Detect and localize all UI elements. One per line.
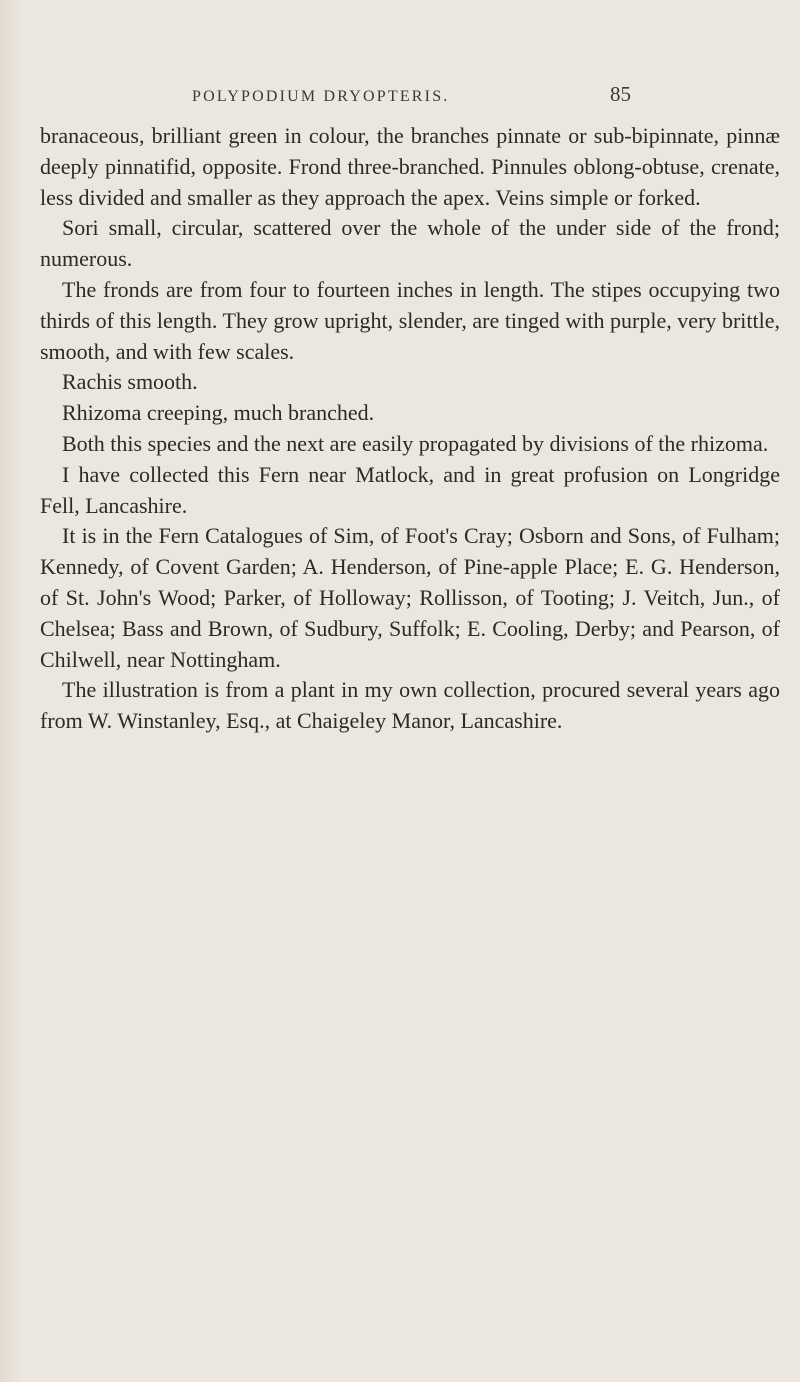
paragraph-frond-description: branaceous, brilliant green in colour, the branches pinnate or sub-bipinnate, pinnæ deeply pinnatifid, opposite. Frond three-branched. Pinnules oblong-obtuse, crenate, less divided and smaller as they approach the apex. Veins simple or forked. xyxy=(40,123,780,210)
paragraph-sori: Sori small, circular, scattered over the whole of the under side of the frond; numerous. xyxy=(40,215,780,272)
page-edge xyxy=(0,0,22,1382)
page-number: 85 xyxy=(610,82,631,106)
paragraph-rhizoma: Rhizoma creeping, much branched. xyxy=(62,400,375,426)
paragraph-propagation: Both this species and the next are easily propagated by divisions of the rhizoma. xyxy=(62,430,769,456)
paragraph-collected: I have collected this Fern near Matlock, and in great profusion on Longridge Fell, Lancashire. xyxy=(40,461,780,518)
running-title: POLYPODIUM DRYOPTERIS. xyxy=(192,88,450,105)
paragraph-illustration: The illustration is from a plant in my own collection, procured several years ago from W. Winstanley, Esq., at Chaigeley Manor, Lancashire. xyxy=(40,677,780,734)
paragraph-fronds-length: The fronds are from four to fourteen inches in length. The stipes occupying two thirds of this length. They grow upright, slender, are tinged with purple, very brittle, smooth, and with few scales. xyxy=(40,276,780,364)
running-head xyxy=(0,80,800,110)
paragraph-catalogues: It is in the Fern Catalogues of Sim, of Foot's Cray; Osborn and Sons, of Fulham; Kennedy, of Covent Garden; A. Henderson, of Pine-apple Place; E. G. Henderson, of St. John's Wood; Parker, of Holloway; Rollisson, of Tooting; J. Veitch, Jun., of Chelsea; Bass and Brown, of Sudbury, Suffolk; E. Cooling, Derby; and Pearson, of Chilwell, near Nottingham. xyxy=(40,523,780,672)
paragraph-rachis: Rachis smooth. xyxy=(62,369,198,395)
body-text xyxy=(40,121,780,737)
